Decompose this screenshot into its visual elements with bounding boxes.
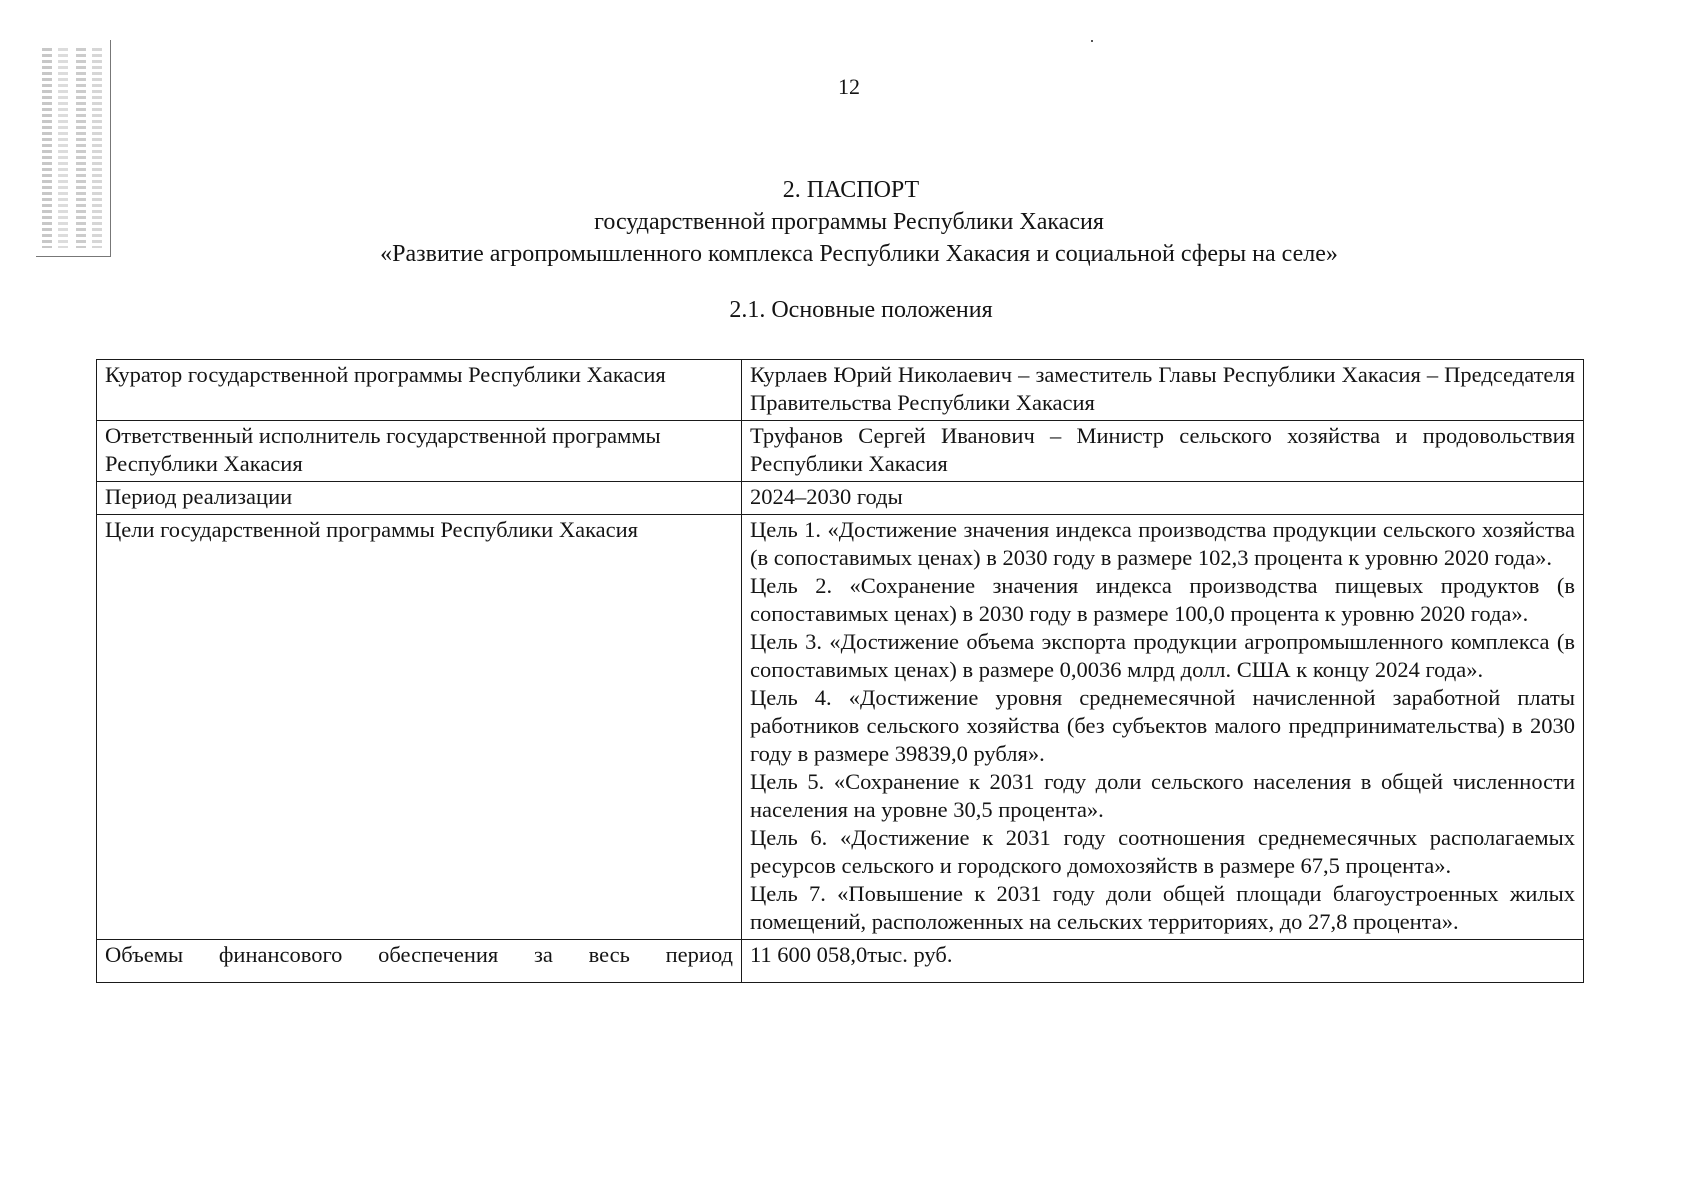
heading-line-3: «Развитие агропромышленного комплекса Республики Хакасия и социальной сферы на селе» (380, 241, 1338, 267)
goal-4: Цель 4. «Достижение уровня среднемесячной начисленной заработной платы работников сельского хозяйства (без субъектов малого предпринимательства) в 2030 году в размере 39839,0 рубля». (750, 685, 1575, 766)
goal-3: Цель 3. «Достижение объема экспорта продукции агропромышленного комплекса (в сопоставимых ценах) в размере 0,0036 млрд долл. США к концу 2024 года». (750, 629, 1575, 682)
row-value-executor: Труфанов Сергей Иванович – Министр сельского хозяйства и продовольствия Республики Хакасия (742, 421, 1584, 482)
passport-table (96, 359, 1584, 983)
row-value-goals (742, 515, 1584, 940)
page-number: 12 (838, 74, 860, 99)
table-row (97, 360, 1584, 421)
row-label-goals: Цели государственной программы Республики Хакасия (97, 515, 742, 940)
row-label-executor: Ответственный исполнитель государственной программы Республики Хакасия (97, 421, 742, 482)
goal-6: Цель 6. «Достижение к 2031 году соотношения среднемесячных располагаемых ресурсов сельского и городского домохозяйств в размере 67,5 процента». (750, 825, 1575, 878)
goal-2: Цель 2. «Сохранение значения индекса производства пищевых продуктов (в сопоставимых ценах) в 2030 году в размере 100,0 процента к уровню 2020 года». (750, 573, 1575, 626)
row-label-period: Период реализации (97, 482, 742, 515)
document-heading (0, 174, 1698, 270)
scan-speck (1091, 40, 1093, 42)
row-label-funding: Объемы финансового обеспечения за весь период (97, 940, 742, 983)
table-row (97, 482, 1584, 515)
row-value-period: 2024–2030 годы (742, 482, 1584, 515)
table-row (97, 940, 1584, 983)
section-title: 2.1. Основные положения (729, 297, 993, 323)
row-value-curator: Курлаев Юрий Николаевич – заместитель Главы Республики Хакасия – Председателя Правительства Республики Хакасия (742, 360, 1584, 421)
heading-line-2: государственной программы Республики Хакасия (594, 209, 1104, 235)
row-value-funding: 11 600 058,0тыс. руб. (742, 940, 1584, 983)
goal-1: Цель 1. «Достижение значения индекса производства продукции сельского хозяйства (в сопоставимых ценах) в 2030 году в размере 102,3 процента к уровню 2020 года». (750, 517, 1575, 570)
table-row (97, 515, 1584, 940)
goal-7: Цель 7. «Повышение к 2031 году доли общей площади благоустроенных жилых помещений, расположенных на сельских территориях, до 27,8 процента». (750, 881, 1575, 934)
heading-line-1: 2. ПАСПОРТ (782, 177, 920, 203)
table-row (97, 421, 1584, 482)
goal-5: Цель 5. «Сохранение к 2031 году доли сельского населения в общей численности населения на уровне 30,5 процента». (750, 769, 1575, 822)
row-label-curator: Куратор государственной программы Республики Хакасия (97, 360, 742, 421)
